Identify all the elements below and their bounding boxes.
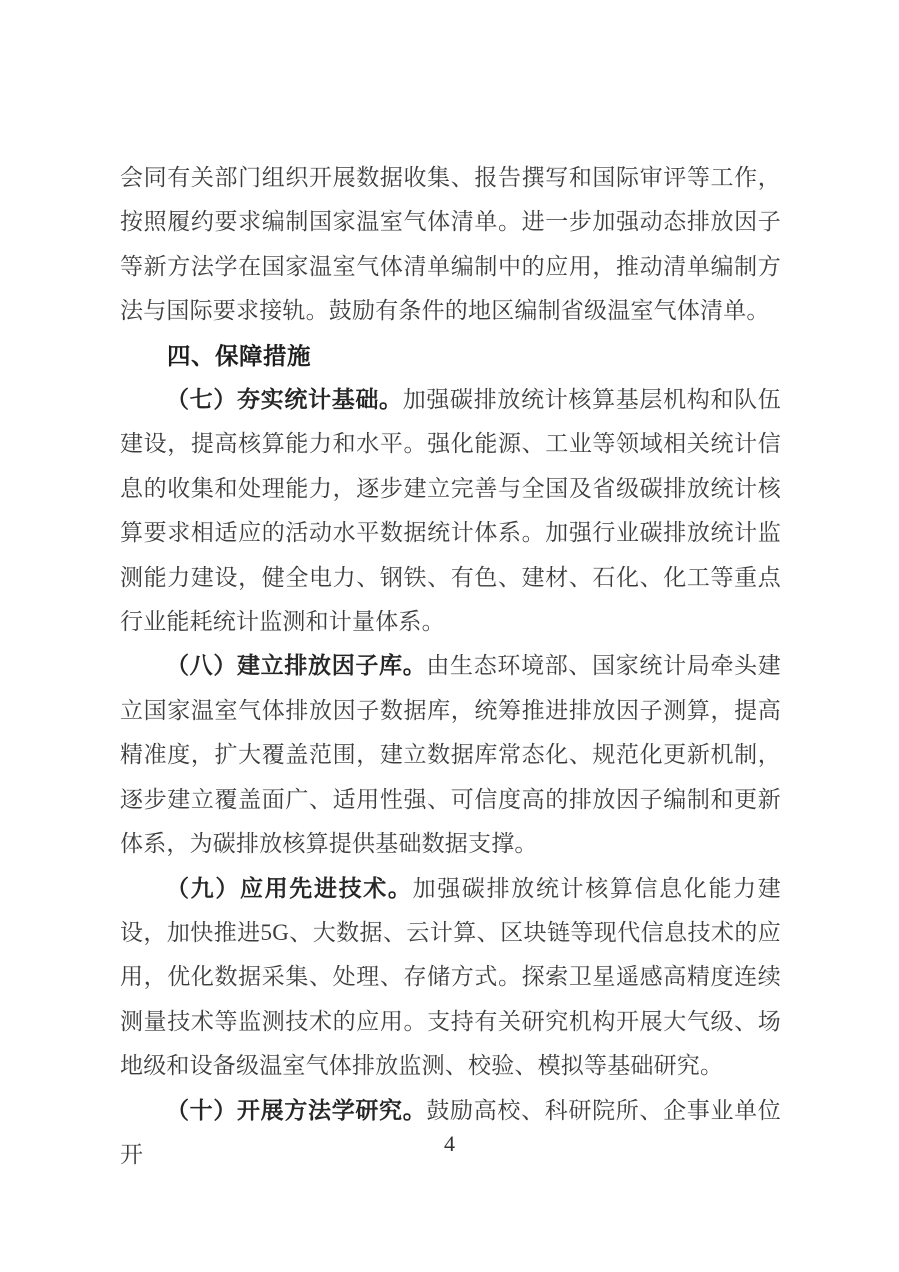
paragraph-lead: （九）应用先进技术。 <box>166 875 413 901</box>
paragraph-continuation <box>120 156 781 334</box>
document-body <box>120 156 781 1177</box>
paragraph-text: 由生态环境部、国家统计局牵头建立国家温室气体排放因子数据库，统筹推进排放因子测算，提高精准度，扩大覆盖范围，建立数据库常态化、规范化更新机制，逐步建立覆盖面广、适用性强、可信度高的排放因子编制和更新体系，为碳排放核算提供基础数据支撑。 <box>120 653 781 857</box>
paragraph-lead: （八）建立排放因子库。 <box>166 653 427 679</box>
paragraph-lead: （十）开展方法学研究。 <box>166 1097 427 1123</box>
paragraph-item-9 <box>120 867 781 1089</box>
paragraph-text: 会同有关部门组织开展数据收集、报告撰写和国际审评等工作，按照履约要求编制国家温室气体清单。进一步加强动态排放因子等新方法学在国家温室气体清单编制中的应用，推动清单编制方法与国际要求接轨。鼓励有条件的地区编制省级温室气体清单。 <box>120 165 781 324</box>
paragraph-text: 鼓励高校、科研院所、企事业单位开 <box>120 1097 781 1167</box>
paragraph-item-7 <box>120 378 781 644</box>
paragraph-text: 加强碳排放统计核算基层机构和队伍建设，提高核算能力和水平。强化能源、工业等领域相关统计信息的收集和处理能力，逐步建立完善与全国及省级碳排放统计核算要求相适应的活动水平数据统计体系。加强行业碳排放统计监测能力建设，健全电力、钢铁、有色、建材、石化、化工等重点行业能耗统计监测和计量体系。 <box>120 387 781 635</box>
paragraph-text: 加强碳排放统计核算信息化能力建设，加快推进5G、大数据、云计算、区块链等现代信息技术的应用，优化数据采集、处理、存储方式。探索卫星遥感高精度连续测量技术等监测技术的应用。支持有关研究机构开展大气级、场地级和设备级温室气体排放监测、校验、模拟等基础研究。 <box>120 875 782 1079</box>
section-heading: 四、保障措施 <box>167 342 311 369</box>
page-number: 4 <box>444 1131 455 1156</box>
paragraph-lead: （七）夯实统计基础。 <box>166 387 403 413</box>
paragraph-item-8 <box>120 644 781 866</box>
